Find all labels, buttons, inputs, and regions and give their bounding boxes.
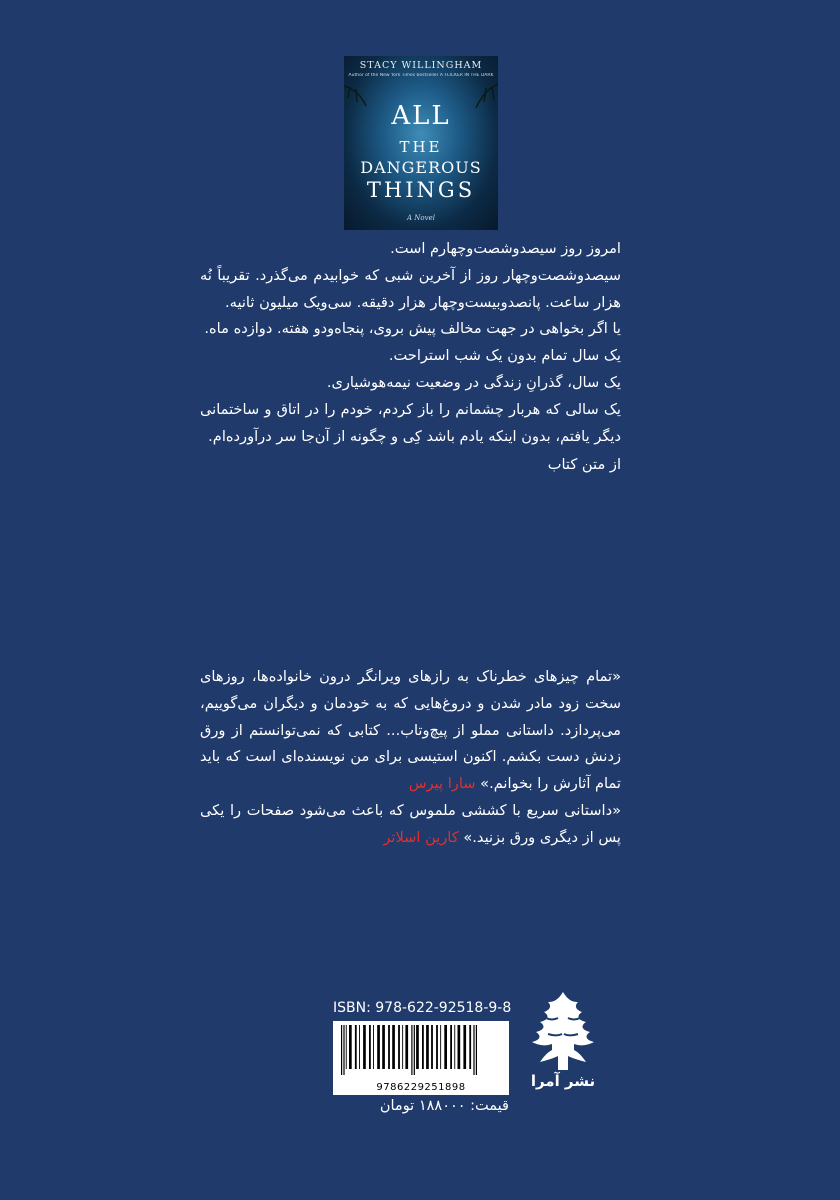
barcode-bar [473, 1025, 474, 1075]
barcode-bar [388, 1025, 390, 1069]
cover-author: STACY WILLINGHAM [359, 60, 483, 71]
review-text: «داستانی سریع با کششی ملموس که باعث می‌شود صفحات را یکی پس از دیگری ورق بزنید.» [200, 801, 621, 846]
cover-tagline: Author of the New York Times bestseller A FLICKER IN THE DARK [348, 73, 494, 78]
book-cover-image [344, 56, 498, 230]
barcode-bar [458, 1025, 461, 1069]
barcode-bar [369, 1025, 371, 1069]
excerpt-source: از متن کتاب [547, 456, 621, 474]
excerpt-paragraph: سیصدوشصت‌وچهار روز از آخرین شبی که خوابیدم می‌گذرد. تقریباً نُه هزار ساعت. پانصدوبیست‌وچهار هزار دقیقه. سی‌ویک میلیون ثانیه. [200, 266, 621, 311]
barcode-bar [402, 1025, 403, 1069]
barcode-bar [382, 1025, 385, 1069]
barcode-bar [363, 1025, 366, 1069]
barcode-bar [431, 1025, 433, 1069]
barcode-bar [463, 1025, 466, 1069]
review-author: کارین اسلاتر [383, 828, 459, 846]
review-quote [200, 798, 621, 852]
barcode-bar [422, 1025, 424, 1069]
barcode-bar [450, 1025, 452, 1069]
barcode-bar [373, 1025, 374, 1069]
barcode-bar [398, 1025, 400, 1069]
barcode-bars-icon [337, 1025, 505, 1081]
barcode [333, 1021, 509, 1095]
excerpt-paragraph: یک سال تمام بدون یک شب استراحت. [388, 347, 621, 365]
excerpt-paragraph: یا اگر بخواهی در جهت مخالف پیش بروی، پنجاه‌ودو هفته. دوازده ماه. [204, 320, 621, 338]
publisher-logo [518, 990, 608, 1102]
book-excerpt [200, 236, 621, 479]
review-text: «تمام چیزهای خطرناک به رازهای ویرانگر درون خانواده‌ها، روزهای سخت زود مادر شدن و دروغ‌هایی که به خودمان و دیگران می‌گوییم، می‌پردازد. داستانی مملو از پیچ‌وتاب... کتابی که نمی‌توانستم از ورق زدنش دست بکشم. اکنون استیسی برای من نویسنده‌ای است که باید تمام آثارش را بخوانم.» [200, 668, 621, 793]
barcode-bar [426, 1025, 429, 1069]
excerpt-paragraph: یک سال، گذرانِ زندگی در وضعیت نیمه‌هوشیاری. [326, 373, 621, 391]
barcode-bar [392, 1025, 395, 1069]
cover-title-line: THE [399, 138, 443, 156]
barcode-bar [377, 1025, 380, 1069]
barcode-bar [440, 1025, 441, 1069]
barcode-bar [411, 1025, 412, 1075]
barcode-digits: 9786229251898 [376, 1082, 466, 1093]
review-quote [200, 664, 621, 798]
barcode-bar [405, 1025, 408, 1069]
isbn-label: ISBN: 978-622-92518-9-8 [333, 1000, 512, 1016]
barcode-bar [346, 1025, 347, 1069]
barcode-bar [341, 1025, 342, 1075]
cover-novel-label: A Novel [407, 214, 435, 222]
excerpt-paragraph: یک سالی که هربار چشمانم را باز کردم، خودم را در اتاق و ساختمانی دیگر یافتم، بدون اینکه یادم باشد کِی و چگونه از آن‌جا سر درآورده‌ام. [200, 400, 621, 445]
cover-title-line: THINGS [366, 178, 476, 202]
barcode-bar [454, 1025, 455, 1069]
publisher-name: نشر آمرا [530, 1072, 596, 1090]
excerpt-paragraph: امروز روز سیصدوشصت‌وچهارم است. [390, 240, 621, 257]
review-blurbs [200, 664, 621, 852]
barcode-bar [359, 1025, 360, 1069]
price-label: قیمت: ۱۸۸۰۰۰ تومان [379, 1098, 509, 1114]
barcode-bar [476, 1025, 477, 1075]
cover-title-line: ALL [391, 101, 451, 131]
barcode-bar [355, 1025, 357, 1069]
barcode-bar [444, 1025, 447, 1069]
barcode-bar [343, 1025, 344, 1075]
barcode-bar [349, 1025, 352, 1069]
barcode-bar [469, 1025, 471, 1069]
review-author: سارا پیرس [408, 775, 476, 793]
barcode-bar [416, 1025, 419, 1069]
cover-title-line: DANGEROUS [360, 158, 482, 177]
barcode-bar [436, 1025, 438, 1069]
barcode-bar [414, 1025, 415, 1075]
